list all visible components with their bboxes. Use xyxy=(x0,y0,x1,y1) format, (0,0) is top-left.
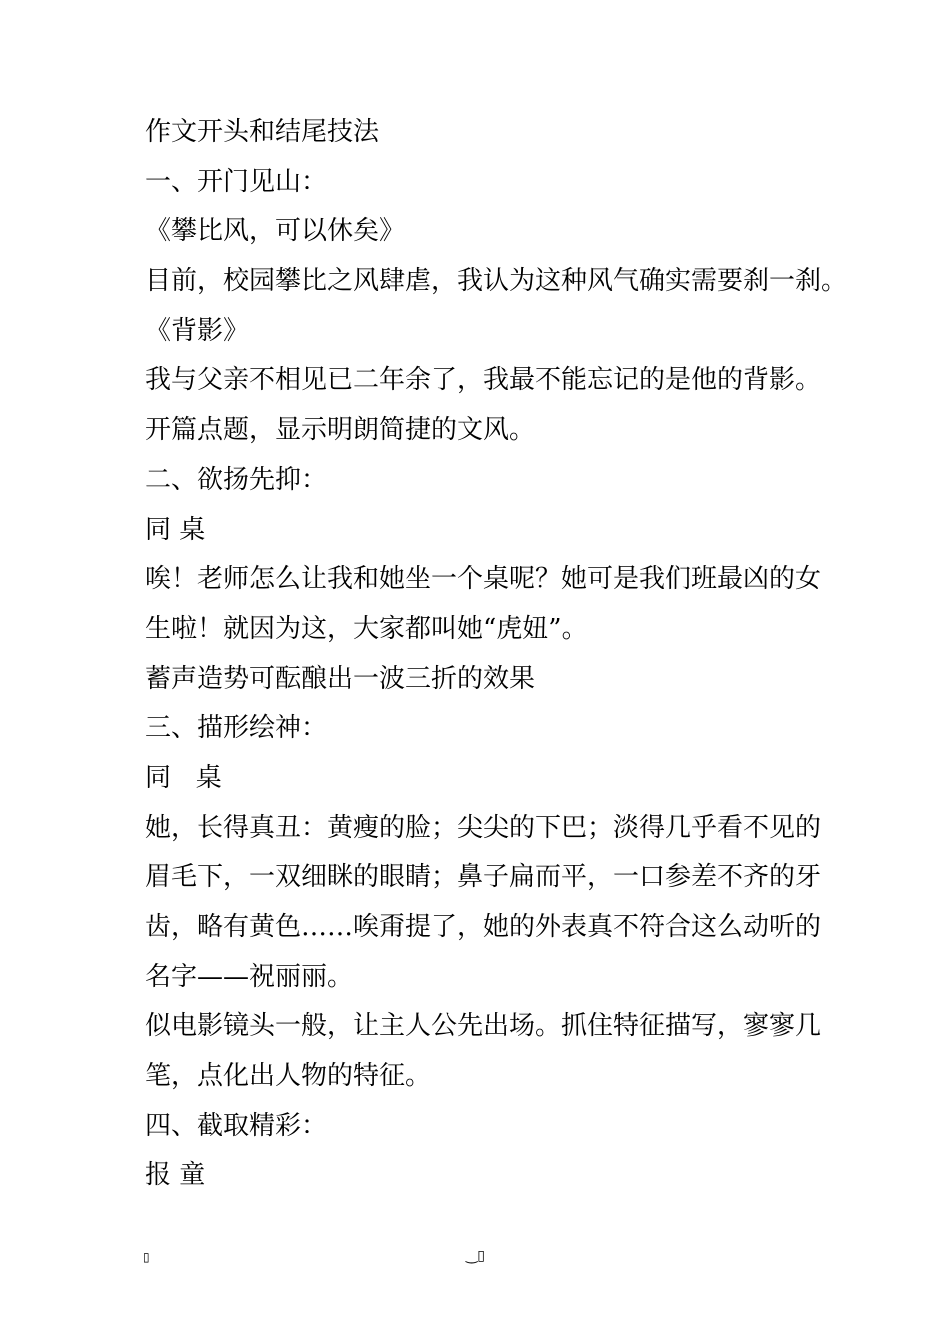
commentary-text: 蓄声造势可酝酿出一波三折的效果 xyxy=(145,663,536,694)
example-text: 名字——祝丽丽。 xyxy=(145,961,354,992)
example-text: 我与父亲不相见已二年余了，我最不能忘记的是他的背影。 xyxy=(145,365,822,396)
example-text: 眉毛下，一双细眯的眼睛；鼻子扁而平，一口参差不齐的牙 xyxy=(145,862,822,893)
section-heading: 四、截取精彩： xyxy=(145,1110,328,1141)
example-text: 齿，略有黄色……唉甭提了，她的外表真不符合这么动听的 xyxy=(145,912,822,942)
section-heading: 一、开门见山： xyxy=(145,166,328,197)
example-title: 同 桌 xyxy=(145,514,206,545)
footer-left-mark: ▯ xyxy=(143,1250,150,1264)
document-title: 作文开头和结尾技法 xyxy=(145,117,380,147)
example-text: 生啦！就因为这，大家都叫她“虎妞”。 xyxy=(145,613,588,644)
example-title: 同 桌 xyxy=(145,762,222,793)
example-title: 报 童 xyxy=(145,1160,206,1191)
footer-page-mark: ‿▯ xyxy=(466,1248,485,1264)
commentary-text: 开篇点题，显示明朗简捷的文风。 xyxy=(145,415,536,446)
example-text: 目前，校园攀比之风肆虐，我认为这种风气确实需要刹一刹。 xyxy=(145,266,848,297)
example-text: 她，长得真丑：黄瘦的脸；尖尖的下巴；淡得几乎看不见的 xyxy=(145,812,822,843)
commentary-text: 笔，点化出人物的特征。 xyxy=(145,1061,432,1092)
section-heading: 二、欲扬先抑： xyxy=(145,464,328,495)
example-title: 《攀比风，可以休矣》 xyxy=(145,216,406,247)
section-heading: 三、描形绘神： xyxy=(145,713,328,744)
document-body xyxy=(145,108,848,1201)
example-text: 唉！老师怎么让我和她坐一个桌呢？她可是我们班最凶的女 xyxy=(145,564,822,595)
example-title: 《背影》 xyxy=(145,315,250,346)
commentary-text: 似电影镜头一般，让主人公先出场。抓住特征描写，寥寥几 xyxy=(145,1011,822,1042)
